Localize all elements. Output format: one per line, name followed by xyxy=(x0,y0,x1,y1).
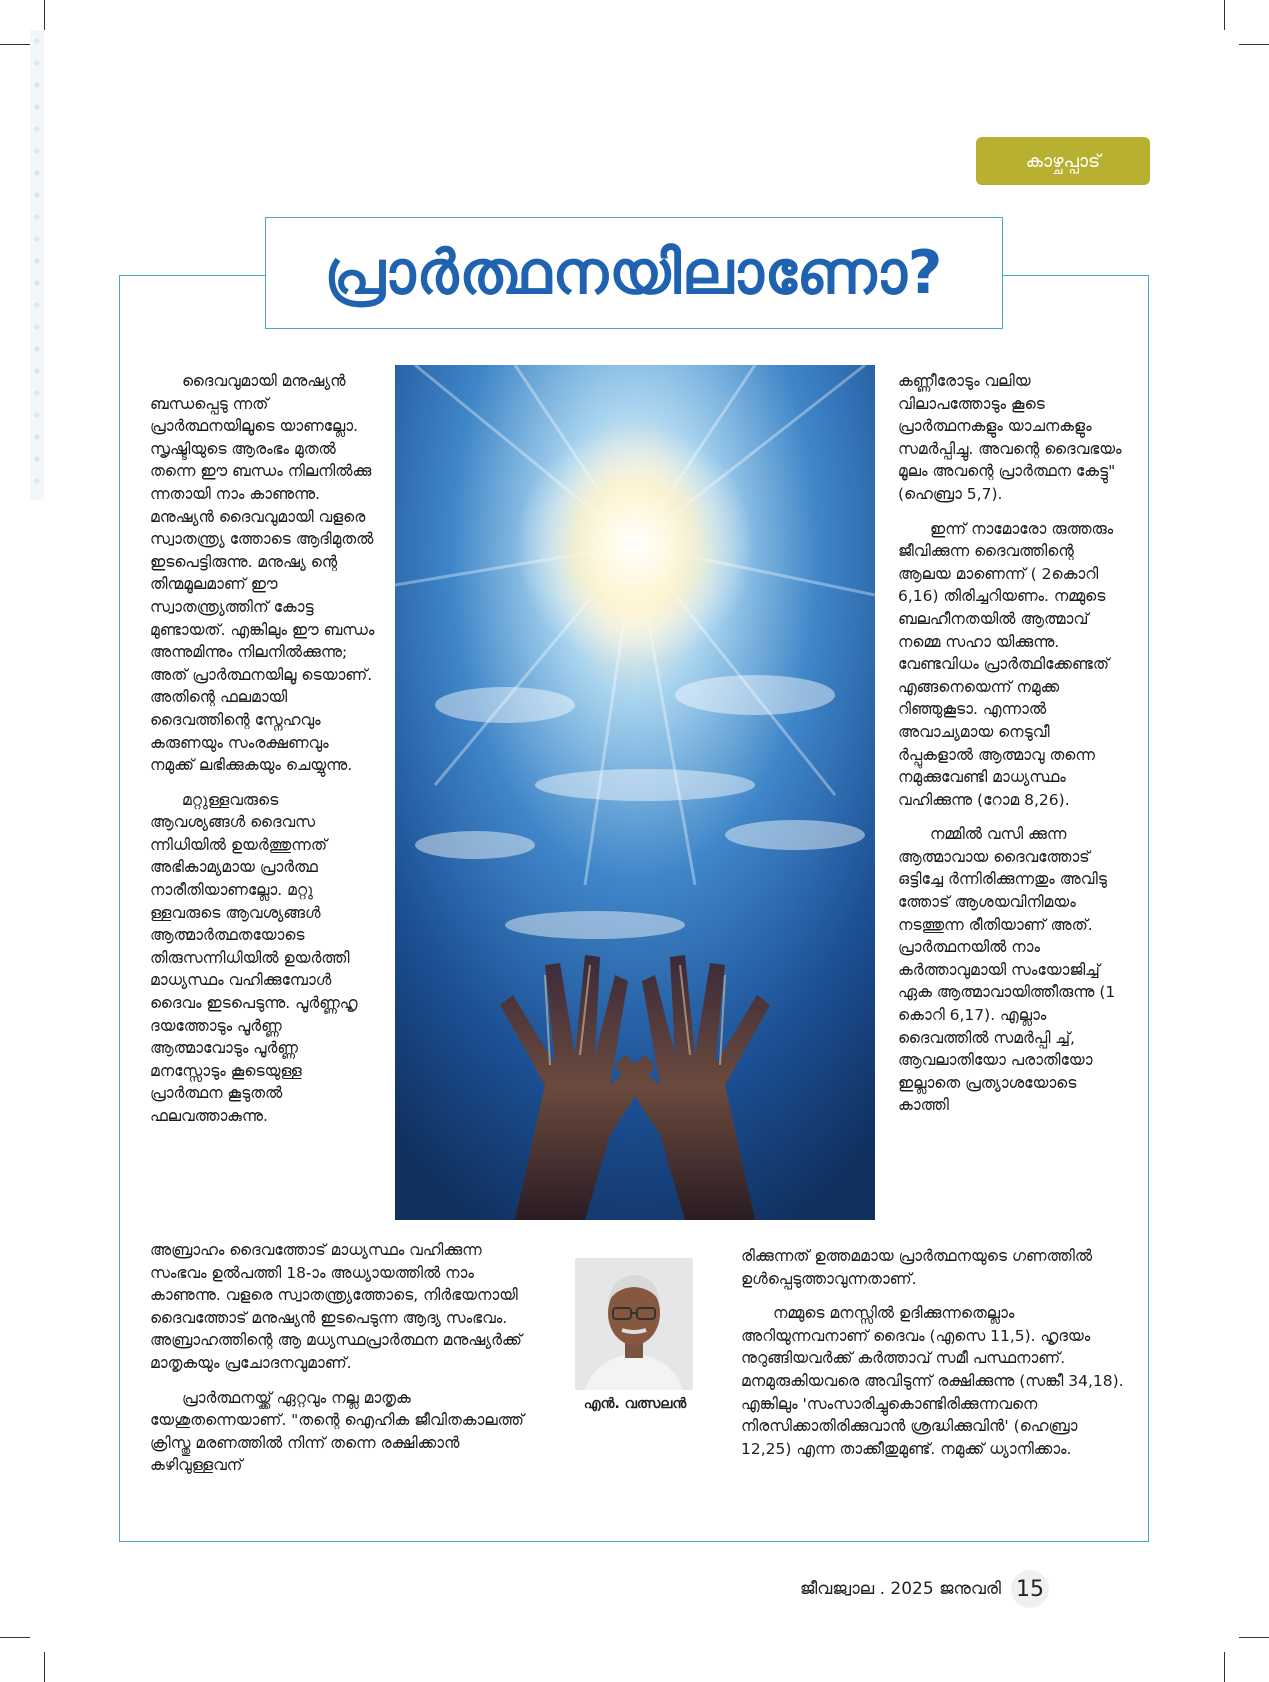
section-tag: കാഴ്ചപ്പാട് xyxy=(976,137,1150,185)
paragraph: ദൈവവുമായി മനുഷ്യൻ ബന്ധപ്പെടു ന്നത് പ്രാർത്ഥനയിലൂടെ യാണല്ലോ. സൃഷ്ടിയുടെ ആരംഭം മുതൽ തന്നെ ഈ ബന്ധം നിലനിൽക്കു ന്നതായി നാം കാണുന്നു. മനുഷ്യൻ ദൈവവുമായി വളരെ സ്വാതന്ത്ര്യ ത്തോടെ ആദിമുതൽ ഇടപെട്ടിരുന്നു. മനുഷ്യ ന്റെ തിന്മമൂലമാണ് ഈ സ്വാതന്ത്ര്യത്തിന് കോട്ട മുണ്ടായത്. എങ്കിലും ഈ ബന്ധം അന്നുമിന്നും നിലനിൽക്കുന്നു; അത് പ്രാർത്ഥനയിലൂ ടെയാണ്. അതിന്റെ ഫലമായി ദൈവത്തിന്റെ സ്നേഹവും കരുണയും സംരക്ഷണവും നമുക്ക് ലഭിക്കുകയും ചെയ്യുന്നു. xyxy=(150,372,375,775)
crop-mark xyxy=(44,1652,45,1682)
left-column xyxy=(150,370,375,1140)
crop-mark xyxy=(1239,1637,1269,1638)
paragraph: കണ്ണീരോടും വലിയ വിലാപത്തോടും കൂടെ പ്രാർത്ഥനകളും യാചനകളും സമർപ്പിച്ചു. അവന്റെ ദൈവഭയം മൂലം അവന്റെ പ്രാർത്ഥന കേട്ടു" (ഹെബ്രാ 5,7). xyxy=(898,372,1122,503)
crop-mark xyxy=(0,1637,30,1638)
right-wide-block xyxy=(741,1245,1126,1472)
paragraph: നമ്മിൽ വസി ക്കുന്ന ആത്മാവായ ദൈവത്തോട് ഒട്ടിച്ചേ ർന്നിരിക്കുന്നതും അവിടു ത്തോട് ആശയവിനിമയം നടത്തുന്ന രീതിയാണ് അത്. പ്രാർത്ഥനയിൽ നാം കർത്താവുമായി സംയോജിച്ച് ഏക ആത്മാവായിത്തീരുന്നു (1 കൊറി 6,17). എല്ലാം ദൈവത്തിൽ സമർപ്പി ച്ച്, ആവലാതിയോ പരാതിയോ ഇല്ലാതെ പ്രത്യാശയോടെ കാത്തി xyxy=(898,825,1116,1115)
paragraph: ഇന്ന് നാമോരോ രുത്തരും ജീവിക്കുന്ന ദൈവത്തിന്റെ ആലയ മാണെന്ന് ( 2കൊറി 6,16) തിരിച്ചറിയണം. നമ്മുടെ ബലഹീനതയിൽ ആത്മാവ് നമ്മെ സഹാ യിക്കുന്നു. വേണ്ടവിധം പ്രാർത്ഥിക്കേണ്ടത് എങ്ങനെയെന്ന് നമുക്ക റിഞ്ഞുകൂടാ. എന്നാൽ അവാച്യമായ നെടുവീ ർപ്പുകളാൽ ആത്മാവു തന്നെ നമുക്കുവേണ്ടി മാധ്യസ്ഥം വഹിക്കുന്നു (റോമ 8,26). xyxy=(898,519,1114,809)
author-name: എൻ. വത്സലൻ xyxy=(583,1396,687,1412)
paragraph: നമ്മുടെ മനസ്സിൽ ഉദിക്കുന്നതെല്ലാം അറിയുന്നവനാണ് ദൈവം (എസെ 11,5). ഹൃദയം നുറുങ്ങിയവർക്ക് കർത്താവ് സമീ പസ്ഥനാണ്. മനമുരുകിയവരെ അവിടുന്ന് രക്ഷിക്കുന്നു (സങ്കീ 34,18). എങ്കിലും 'സംസാരിച്ചുകൊണ്ടിരിക്കുന്നവനെ നിരസിക്കാതിരിക്കുവാൻ ശ്രദ്ധിക്കുവിൻ' (ഹെബ്രാ 12,25) എന്ന താക്കീതുമുണ്ട്. നമുക്ക് ധ്യാനിക്കാം. xyxy=(741,1304,1124,1458)
crop-mark xyxy=(1239,44,1269,45)
crop-mark xyxy=(0,44,30,45)
title-box xyxy=(265,217,1003,329)
left-wide-block xyxy=(150,1239,535,1489)
page-title: പ്രാർത്ഥനയിലാണോ? xyxy=(324,238,944,308)
paragraph: മറ്റുള്ളവരുടെ ആവശ്യങ്ങൾ ദൈവസ ന്നിധിയിൽ ഉയർത്തുന്നത് അഭികാമ്യമായ പ്രാർത്ഥ നാരീതിയാണല്ലോ. മറ്റു ള്ളവരുടെ ആവശ്യങ്ങൾ ആത്മാർത്ഥതയോടെ തിരുസന്നിധിയിൽ ഉയർത്തി മാധ്യസ്ഥം വഹിക്കുമ്പോൾ ദൈവം ഇടപെടുന്നു. പൂർണ്ണഹൃ ദയത്തോടും പൂർണ്ണ ആത്മാവോടും പൂർണ്ണ മനസ്സോടും കൂടെയുള്ള പ്രാർത്ഥന കൂടുതൽ ഫലവത്താകുന്നു. xyxy=(150,790,358,1125)
page-number: 15 xyxy=(1011,1570,1049,1608)
paragraph: പ്രാർത്ഥനയ്ക്ക് ഏറ്റവും നല്ല മാതൃക യേശുതന്നെയാണ്. "തന്റെ ഐഹിക ജീവിതകാലത്ത് ക്രിസ്തു മരണത്തിൽ നിന്ന് തന്നെ രക്ഷിക്കാൻ കഴിവുള്ളവന് xyxy=(150,1388,524,1475)
crop-mark xyxy=(44,0,45,30)
paragraph: അബ്രാഹം ദൈവത്തോട് മാധ്യസ്ഥം വഹിക്കുന്ന സംഭവം ഉൽപത്തി 18-ാം അധ്യായത്തിൽ നാം കാണുന്നു. വളരെ സ്വാതന്ത്ര്യത്തോടെ, നിർഭയനായി ദൈവത്തോട് മനുഷ്യൻ ഇടപെടുന്ന ആദ്യ സംഭവം. അബ്രാഹത്തിന്റെ ആ മധ്യസ്ഥപ്രാർത്ഥന മനുഷ്യർക്ക് മാതൃകയും പ്രചോദനവുമാണ്. xyxy=(150,1241,522,1372)
author-photo xyxy=(575,1258,693,1390)
magazine-issue: ജീവജ്വാല . 2025 ജനുവരി xyxy=(800,1579,1001,1599)
crop-mark xyxy=(1224,0,1225,30)
page-footer xyxy=(800,1570,1049,1608)
right-column xyxy=(898,370,1123,1129)
crop-mark xyxy=(1224,1652,1225,1682)
page-edge-decoration xyxy=(30,30,44,500)
paragraph: രിക്കുന്നത് ഉത്തമമായ പ്രാർത്ഥനയുടെ ഗണത്തിൽ ഉൾപ്പെടുത്താവുന്നതാണ്. xyxy=(741,1247,1093,1288)
prayer-hands-illustration xyxy=(395,365,875,1220)
